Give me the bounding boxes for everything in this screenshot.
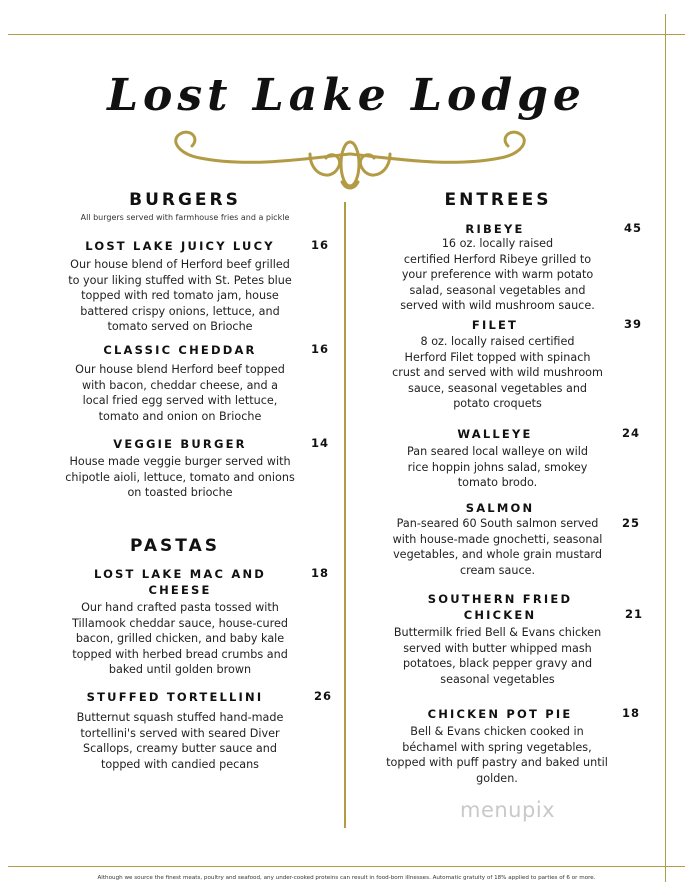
column-divider (344, 202, 346, 828)
menu-item-price: 21 (625, 607, 644, 621)
menu-item-name: SALMON (465, 501, 535, 515)
menu-item-name: STUFFED TORTELLINI (86, 690, 264, 704)
restaurant-title: Lost Lake Lodge (107, 70, 586, 121)
menu-item-description: Butternut squash stuffed hand-made tortellini's served with seared Diver Scallops, creamy butter sauce and topped with candied pecans (76, 711, 284, 771)
menu-item-description: Our hand crafted pasta tossed with Tillamook cheddar sauce, house-cured bacon, grilled chicken, and baby kale topped with herbed bread crumbs and baked until golden brown (72, 601, 288, 677)
menu-item-description: 16 oz. locally raised certified Herford Ribeye grilled to your preference with warm potato salad, seasonal vegetables and served with wild mushroom sauce. (400, 237, 595, 313)
menu-item-description: Our house blend Herford beef topped with bacon, cheddar cheese, and a local fried egg served with lettuce, tomato and onion on Brioche (75, 363, 285, 423)
pastas-heading: PASTAS (130, 536, 220, 556)
footer-disclaimer: Although we source the finest meats, poultry and seafood, any under-cooked proteins can result in food-born illnesses. Automatic gratuity of 18% applied to parties of 6 or more. (97, 875, 596, 881)
menu-item-price: 14 (311, 436, 330, 450)
menu-item-price: 16 (311, 342, 330, 356)
menu-item-price: 39 (624, 317, 643, 331)
menu-item-description: Pan-seared 60 South salmon served with house-made gnochetti, seasonal vegetables, and whole grain mustard cream sauce. (392, 517, 603, 577)
menu-item-description: House made veggie burger served with chipotle aioli, lettuce, tomato and onions on toasted brioche (65, 455, 295, 500)
menu-item-name: LOST LAKE JUICY LUCY (85, 239, 275, 253)
burgers-heading: BURGERS (129, 190, 241, 210)
menu-item-description: Pan seared local walleye on wild rice hoppin johns salad, smokey tomato brodo. (407, 445, 588, 490)
menu-item-price: 25 (622, 516, 641, 530)
menu-item-name: SOUTHERN FRIED CHICKEN (427, 592, 573, 622)
menu-item-name: CHICKEN POT PIE (427, 707, 573, 721)
right-rule (665, 14, 666, 882)
menu-item-price: 45 (624, 221, 643, 235)
burgers-note: All burgers served with farmhouse fries and a pickle (80, 213, 290, 222)
top-rule (8, 34, 685, 35)
menu-item-name: RIBEYE (465, 222, 525, 236)
menu-item-price: 18 (311, 566, 330, 580)
menu-item-name: CLASSIC CHEDDAR (103, 343, 257, 357)
menu-item-name: FILET (471, 318, 519, 332)
watermark: menupix (460, 798, 556, 822)
menu-item-price: 24 (622, 426, 641, 440)
menu-item-description: Our house blend of Herford beef grilled to your liking stuffed with St. Petes blue topped with red tomato jam, house battered crispy onions, lettuce, and tomato served on Brioche (68, 258, 292, 334)
menu-item-price: 16 (311, 238, 330, 252)
menu-item-description: Buttermilk fried Bell & Evans chicken served with butter whipped mash potatoes, black pepper gravy and seasonal vegetables (393, 626, 602, 686)
bottom-rule (8, 866, 685, 867)
menu-item-price: 18 (622, 706, 641, 720)
menu-item-name: LOST LAKE MAC AND CHEESE (93, 567, 267, 597)
menu-item-price: 26 (314, 689, 333, 703)
menu-item-name: VEGGIE BURGER (113, 437, 247, 451)
flourish-ornament-icon (160, 124, 540, 194)
menu-item-name: WALLEYE (457, 427, 533, 441)
menu-item-description: 8 oz. locally raised certified Herford Filet topped with spinach crust and served with wild mushroom sauce, seasonal vegetables and potato croquets (392, 335, 603, 411)
entrees-heading: ENTREES (444, 190, 552, 210)
menu-item-description: Bell & Evans chicken cooked in béchamel with spring vegetables, topped with puff pastry and baked until golden. (386, 725, 608, 785)
